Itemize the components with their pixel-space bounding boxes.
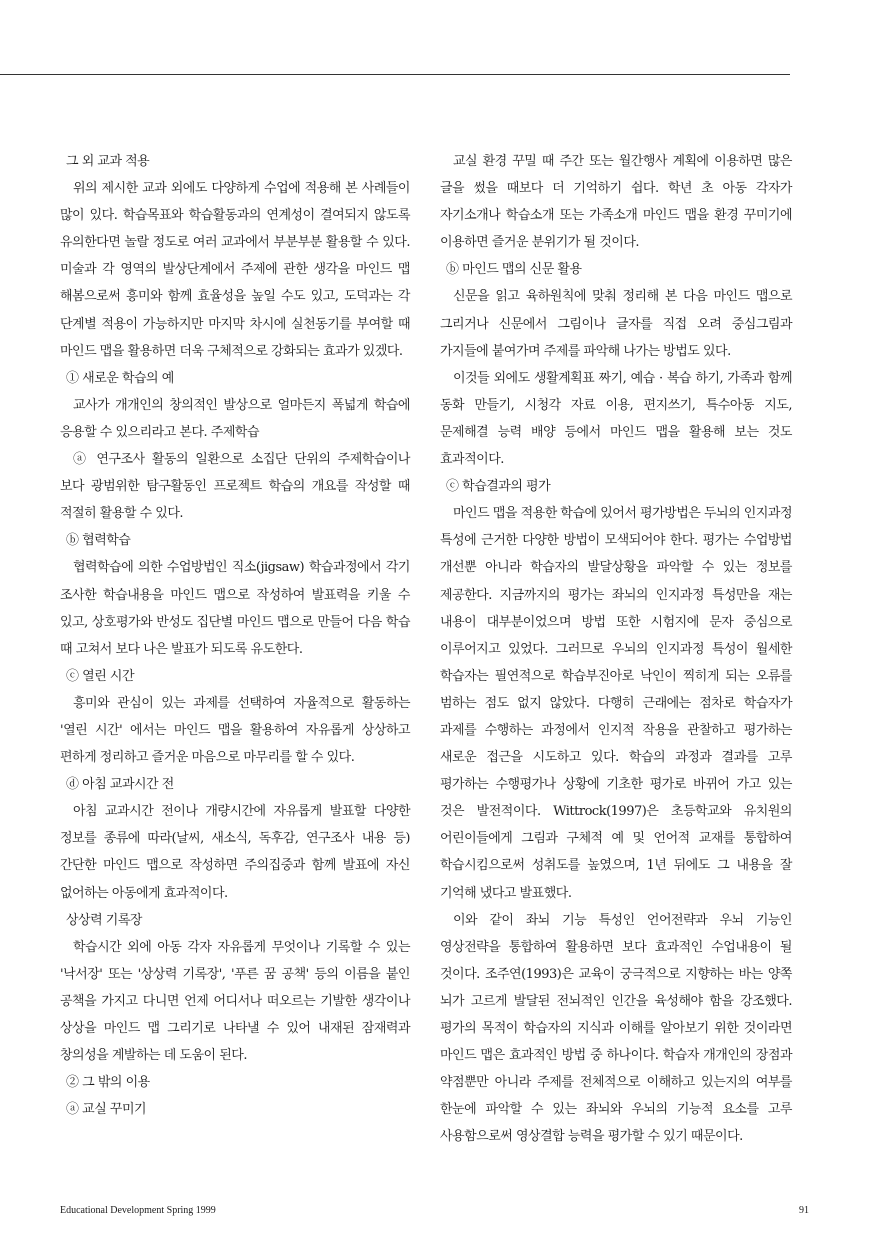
paragraph: 신문을 읽고 육하원칙에 맞춰 정리해 본 다음 마인드 맵으로 그리거나 신문에서 그림이나 글자를 직접 오려 중심그림과 가지들에 붙여가며 주제를 파악해 나가는 방법도 있다. xyxy=(440,289,792,359)
paragraph: 협력학습에 의한 수업방법인 직소(jigsaw) 학습과정에서 각기 조사한 학습내용을 마인드 맵으로 작성하여 발표력을 키울 수 있고, 상호평가와 반성도 집단별 마인드 맵으로 만들어 다음 학습 때 고쳐서 보다 나은 발표가 되도록 유도한다. xyxy=(60,560,410,657)
paragraph: 교사가 개개인의 창의적인 발상으로 얼마든지 폭넓게 학습에 응용할 수 있으리라고 본다. 주제학습 xyxy=(60,397,410,440)
section-heading: ⓒ 열린 시간 xyxy=(66,668,134,684)
paragraph: 학습시간 외에 아동 각자 자유롭게 무엇이나 기록할 수 있는 '낙서장' 또는 '상상력 기록장', '푸른 꿈 공책' 등의 이름을 붙인 공책을 가지고 다니면 언제 어디서나 떠오르는 기발한 생각이나 상상을 마인드 맵 그리기로 나타낼 수 있어 내재된 잠재력과 창의성을 계발하는 데 도움이 된다. xyxy=(60,939,410,1064)
footer-journal: Educational Development Spring 1999 xyxy=(60,1205,216,1216)
section-heading: ① 새로운 학습의 예 xyxy=(66,370,174,386)
footer-page-number: 91 xyxy=(799,1205,809,1216)
paragraph: ⓐ 연구조사 활동의 일환으로 소집단 단위의 주제학습이나 보다 광범위한 탐구활동인 프로젝트 학습의 개요를 작성할 때 적절히 활용할 수 있다. xyxy=(60,452,410,522)
left-column xyxy=(60,148,410,1123)
paragraph: 이것들 외에도 생활계획표 짜기, 예습 · 복습 하기, 가족과 함께 동화 만들기, 시청각 자료 이용, 편지쓰기, 특수아동 지도, 문제해결 능력 배양 등에서 마인드 맵을 활용해 보는 것도 효과적이다. xyxy=(440,370,792,468)
right-column xyxy=(440,148,792,1150)
section-heading: ⓑ 협력학습 xyxy=(66,533,131,549)
paragraph: 위의 제시한 교과 외에도 다양하게 수업에 적용해 본 사례들이 많이 있다. 학습목표와 학습활동과의 연계성이 결여되지 않도록 유의한다면 놀랄 정도로 여러 교과에서 부분부분 활용할 수 있다. 미술과 각 영역의 발상단계에서 주제에 관한 생각을 마인드 맵 해봄으로써 흥미와 함께 효율성을 높일 수도 있고, 도덕과는 각 단계별 적용이 가능하지만 마지막 차시에 실천동기를 부여할 때 마인드 맵을 활용하면 더욱 구체적으로 강화되는 효과가 있겠다. xyxy=(60,181,410,359)
paragraph: 마인드 맵을 적용한 학습에 있어서 평가방법은 두뇌의 인지과정 특성에 근거한 다양한 방법이 모색되어야 한다. 평가는 수업방법 개선뿐 아니라 학습자의 발달상황을 파악할 수 있는 정보를 제공한다. 지금까지의 평가는 좌뇌의 인지과정 특성만을 재는 내용이 대부분이었으며 방법 또한 시험지에 문자 중심으로 이루어지고 있었다. 그러므로 우뇌의 인지과정 특성이 월세한 학습자는 필연적으로 학습부진아로 낙인이 찍히게 되는 오류를 범하는 점도 없지 않았다. 다행히 근래에는 점차로 학습자가 과제를 수행하는 과정에서 인지적 작용을 관찰하고 평가하는 새로운 접근을 시도하고 있다. 학습의 과정과 결과를 고루 평가하는 수행평가나 상황에 기초한 평가로 바뀌어 가고 있는 것은 발전적이다. Wittrock(1997)은 초등학교와 유치원의 어린이들에게 그림과 구체적 예 및 언어적 교재를 통합하여 학습시킴으로써 성취도를 높였으며, 1년 뒤에도 그 내용을 잘 기억해 냈다고 발표했다. xyxy=(440,506,792,901)
section-heading: ⓒ 학습결과의 평가 xyxy=(446,479,551,495)
paragraph: 흥미와 관심이 있는 과제를 선택하여 자율적으로 활동하는 '열린 시간' 에서는 마인드 맵을 활용하여 자유롭게 상상하고 편하게 정리하고 즐거운 마음으로 마무리를 할 수 있다. xyxy=(60,695,410,766)
section-heading: ⓓ 아침 교과시간 전 xyxy=(66,777,174,793)
section-heading: ⓑ 마인드 맵의 신문 활용 xyxy=(446,262,582,278)
paragraph: 이와 같이 좌뇌 기능 특성인 언어전략과 우뇌 기능인 영상전략을 통합하여 활용하면 보다 효과적인 수업내용이 될 것이다. 조주연(1993)은 교육이 궁극적으로 지향하는 바는 양쪽 뇌가 고르게 발달된 전뇌적인 인간을 육성해야 함을 강조했다. 평가의 목적이 학습자의 지식과 이해를 알아보기 위한 것이라면 마인드 맵은 효과적인 방법 중 하나이다. 학습자 개개인의 장점과 약점뿐만 아니라 주제를 전체적으로 이해하고 있는지의 여부를 한눈에 파악할 수 있는 좌뇌와 우뇌의 기능적 요소를 고루 사용함으로써 영상결합 능력을 평가할 수 있기 때문이다. xyxy=(440,912,792,1145)
section-heading: 그 외 교과 적용 xyxy=(66,154,150,169)
section-heading: 상상력 기록장 xyxy=(66,912,142,928)
paragraph: 아침 교과시간 전이나 개량시간에 자유롭게 발표할 다양한 정보를 종류에 따라(날씨, 새소식, 독후감, 연구조사 내용 등) 간단한 마인드 맵으로 작성하면 주의집중과 함께 발표에 자신 없어하는 아동에게 효과적이다. xyxy=(60,804,410,901)
header-rule xyxy=(0,74,790,75)
section-heading: ② 그 밖의 이용 xyxy=(66,1075,150,1091)
section-heading: ⓐ 교실 꾸미기 xyxy=(66,1102,147,1118)
paragraph: 교실 환경 꾸밀 때 주간 또는 월간행사 계획에 이용하면 많은 글을 썼을 때보다 더 기억하기 쉽다. 학년 초 아동 각자가 자기소개나 학습소개 또는 가족소개 마인드 맵을 환경 꾸미기에 이용하면 즐거운 분위기가 될 것이다. xyxy=(440,154,792,251)
